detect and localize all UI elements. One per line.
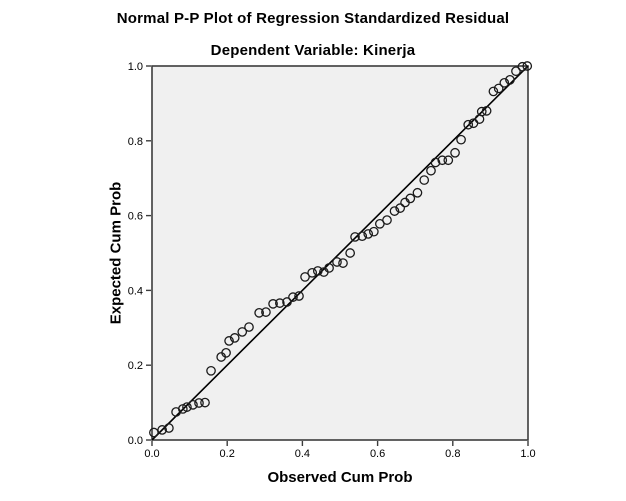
y-tick-label: 0.6 (127, 210, 143, 223)
chart-subtitle: Dependent Variable: Kinerja (210, 42, 416, 59)
y-tick-label: 0.4 (127, 285, 143, 298)
x-tick-label: 0.2 (219, 448, 235, 460)
x-tick-label: 1.0 (520, 448, 536, 460)
y-tick-label: 0.0 (127, 435, 143, 447)
x-tick-label: 0.8 (445, 448, 461, 460)
y-tick-label: 0.2 (127, 360, 143, 373)
x-tick-label: 0.0 (144, 448, 160, 460)
y-tick-label: 1.0 (127, 61, 143, 73)
x-tick-label: 0.4 (294, 448, 311, 460)
y-axis-title: Expected Cum Prob (107, 181, 125, 325)
y-tick-label: 0.8 (127, 135, 143, 148)
chart-title: Normal P-P Plot of Regression Standardized Residual (116, 10, 510, 27)
x-tick-label: 0.6 (369, 448, 386, 460)
x-axis-title: Observed Cum Prob (267, 469, 413, 486)
